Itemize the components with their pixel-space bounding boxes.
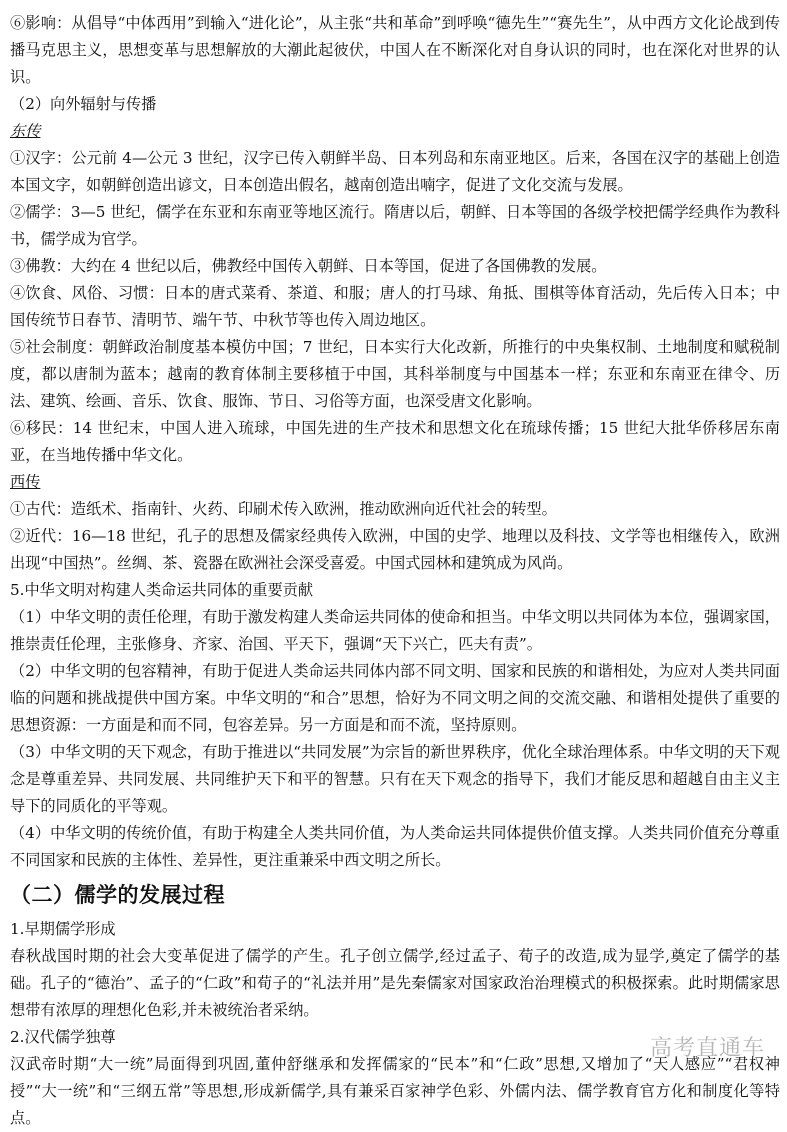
- section5-item: （1）中华文明的责任伦理，有助于激发构建人类命运共同体的使命和担当。中华文明以共同体为本位，强调家国，推崇责任伦理，主张修身、齐家、治国、平天下，强调“天下兴亡，匹夫有责”。: [10, 608, 780, 653]
- west-spread-title: 西传: [10, 473, 41, 491]
- east-item: ⑤社会制度：朝鲜政治制度基本模仿中国；7 世纪，日本实行大化改新，所推行的中央集权制、土地制度和赋税制度，都以唐制为蓝本；越南的教育体制主要移植于中国，其科举制度与中国基本一样；东亚和东南亚在律令、历法、建筑、绘画、音乐、饮食、服饰、节日、习俗等方面，也深受唐文化影响。: [10, 338, 780, 410]
- east-spread-title: 东传: [10, 122, 41, 140]
- confucianism-heading: （二）儒学的发展过程: [10, 883, 225, 907]
- document-page: [10, 10, 780, 1132]
- section5-item: （4）中华文明的传统价值，有助于构建全人类共同价值，为人类命运共同体提供价值支撑。人类共同价值充分尊重不同国家和民族的主体性、差异性，更注重兼采中西文明之所长。: [10, 824, 780, 869]
- section5-item: （2）中华文明的包容精神，有助于促进人类命运共同体内部不同文明、国家和民族的和谐相处，为应对人类共同面临的问题和挑战提供中国方案。中华文明的“和合”思想，恰好为不同文明之间的交流交融、和谐相处提供了重要的思想资源：一方面是和而不同，包容差异。另一方面是和而不流，坚持原则。: [10, 662, 780, 734]
- section5-item: （3）中华文明的天下观念，有助于推进以“共同发展”为宗旨的新世界秩序，优化全球治理体系。中华文明的天下观念是尊重差异、共同发展、共同维护天下和平的智慧。只有在天下观念的指导下，我们才能反思和超越自由主义主导下的同质化的平等观。: [10, 743, 780, 815]
- east-item: ⑥移民：14 世纪末，中国人进入琉球，中国先进的生产技术和思想文化在琉球传播；15 世纪大批华侨移居东南亚，在当地传播中华文化。: [10, 419, 780, 464]
- subheading-outward-spread: （2）向外辐射与传播: [10, 95, 157, 113]
- east-item: ④饮食、风俗、习惯：日本的唐式菜肴、茶道、和服；唐人的打马球、角抵、围棋等体育活动，先后传入日本；中国传统节日春节、清明节、端午节、中秋节等也传入周边地区。: [10, 284, 780, 329]
- han-confucianism-title: 2.汉代儒学独尊: [10, 1028, 116, 1046]
- east-item: ③佛教：大约在 4 世纪以后，佛教经中国传入朝鲜、日本等国，促进了各国佛教的发展。: [10, 257, 607, 275]
- early-confucianism-text: 春秋战国时期的社会大变革促进了儒学的产生。孔子创立儒学,经过孟子、荀子的改造,成为显学,奠定了儒学的基础。孔子的“德治”、孟子的“仁政”和荀子的“礼法并用”是先秦儒家对国家政治治理模式的积极探索。此时期儒家思想带有浓厚的理想化色彩,并未被统治者采纳。: [10, 947, 780, 1019]
- section5-title: 5.中华文明对构建人类命运共同体的重要贡献: [10, 581, 314, 599]
- watermark: 高考直通车: [649, 1036, 765, 1061]
- east-item: ②儒学：3—5 世纪，儒学在东亚和东南亚等地区流行。隋唐以后，朝鲜、日本等国的各级学校把儒学经典作为教科书，儒学成为官学。: [10, 203, 780, 248]
- west-item: ②近代：16—18 世纪，孔子的思想及儒家经典传入欧洲，中国的史学、地理以及科技、文学等也相继传入，欧洲出现“中国热”。丝绸、茶、瓷器在欧洲社会深受喜爱。中国式园林和建筑成为风尚。: [10, 527, 780, 572]
- west-item: ①古代：造纸术、指南针、火药、印刷术传入欧洲，推动欧洲向近代社会的转型。: [10, 500, 557, 518]
- early-confucianism-title: 1.早期儒学形成: [10, 920, 116, 938]
- east-item: ①汉字：公元前 4—公元 3 世纪，汉字已传入朝鲜半岛、日本列岛和东南亚地区。后来，各国在汉字的基础上创造本国文字，如朝鲜创造出谚文，日本创造出假名，越南创造出喃字，促进了文化交流与发展。: [10, 149, 780, 194]
- paragraph-influence: ⑥影响：从倡导“中体西用”到输入“进化论”，从主张“共和革命”到呼唤“德先生”“赛先生”，从中西方文化论战到传播马克思主义，思想变革与思想解放的大潮此起彼伏，中国人在不断深化对自身认识的同时，也在深化对世界的认识。: [10, 14, 780, 86]
- han-confucianism-text: 汉武帝时期“大一统”局面得到巩固,董仲舒继承和发挥儒家的“民本”和“仁政”思想,又增加了“天人感应”“君权神授”“大一统”和“三纲五常”等思想,形成新儒学,具有兼采百家神学色彩、外儒内法、儒学教育官方化和制度化等特点。: [10, 1055, 780, 1127]
